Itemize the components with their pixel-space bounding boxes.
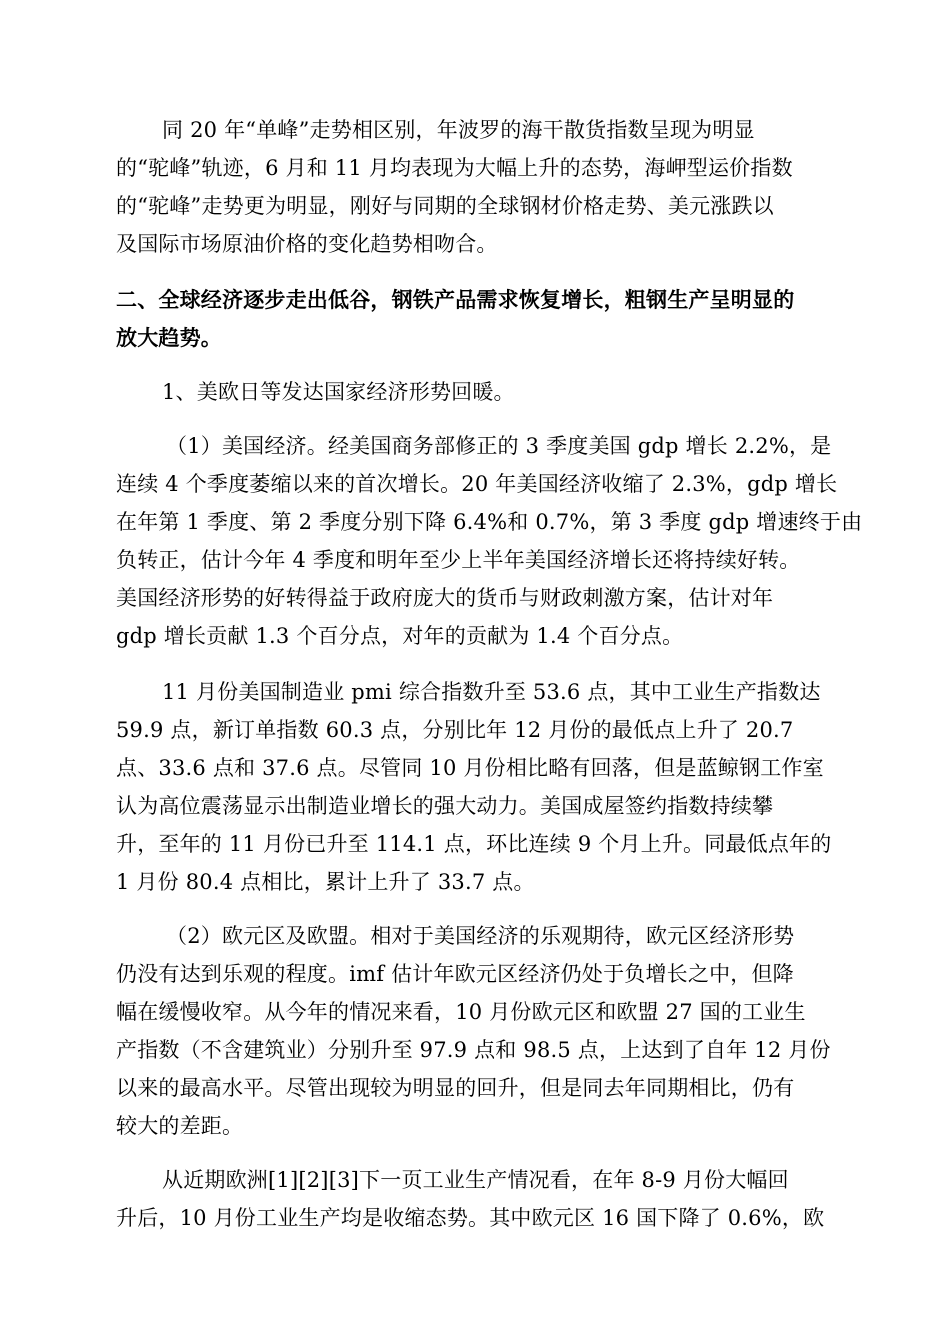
paragraph-5-line-1: 从近期欧洲[1][2][3]下一页工业生产情况看，在年 8-9 月份大幅回	[162, 1168, 789, 1192]
paragraph-1-line-1: 同 20 年“单峰”走势相区别，年波罗的海干散货指数呈现为明显	[162, 118, 755, 142]
paragraph-3-line-5: 升，至年的 11 月份已升至 114.1 点，环比连续 9 个月上升。同最低点年的	[116, 832, 832, 856]
paragraph-1-line-4: 及国际市场原油价格的变化趋势相吻合。	[116, 232, 498, 256]
subheading-1: 1、美欧日等发达国家经济形势回暖。	[162, 380, 515, 404]
paragraph-2-line-1: （1）美国经济。经美国商务部修正的 3 季度美国 gdp 增长 2.2%，是	[166, 434, 832, 458]
paragraph-3-line-3: 点、33.6 点和 37.6 点。尽管同 10 月份相比略有回落，但是蓝鲸钢工作室	[116, 756, 824, 780]
section-heading-line-1: 二、全球经济逐步走出低谷，钢铁产品需求恢复增长，粗钢生产呈明显的	[116, 288, 795, 312]
paragraph-2-line-5: 美国经济形势的好转得益于政府庞大的货币与财政刺激方案，估计对年	[116, 586, 774, 610]
paragraph-5-line-2: 升后，10 月份工业生产均是收缩态势。其中欧元区 16 国下降了 0.6%，欧	[116, 1206, 825, 1230]
paragraph-4-line-6: 较大的差距。	[116, 1114, 244, 1138]
paragraph-2-line-4: 负转正，估计今年 4 季度和明年至少上半年美国经济增长还将持续好转。	[116, 548, 801, 572]
paragraph-1-line-3: 的“驼峰”走势更为明显，刚好与同期的全球钢材价格走势、美元涨跌以	[116, 194, 774, 218]
paragraph-3-line-4: 认为高位震荡显示出制造业增长的强大动力。美国成屋签约指数持续攀	[116, 794, 774, 818]
paragraph-4-line-3: 幅在缓慢收窄。从今年的情况来看，10 月份欧元区和欧盟 27 国的工业生	[116, 1000, 806, 1024]
paragraph-4-line-4: 产指数（不含建筑业）分别升至 97.9 点和 98.5 点，上达到了自年 12 月份	[116, 1038, 831, 1062]
paragraph-3-line-6: 1 月份 80.4 点相比，累计上升了 33.7 点。	[116, 870, 535, 894]
paragraph-2-line-3: 在年第 1 季度、第 2 季度分别下降 6.4%和 0.7%，第 3 季度 gdp 增速终于由	[116, 510, 863, 534]
paragraph-1-line-2: 的“驼峰”轨迹，6 月和 11 月均表现为大幅上升的态势，海岬型运价指数	[116, 156, 793, 180]
paragraph-4-line-1: （2）欧元区及欧盟。相对于美国经济的乐观期待，欧元区经济形势	[166, 924, 795, 948]
paragraph-4-line-2: 仍没有达到乐观的程度。imf 估计年欧元区经济仍处于负增长之中，但降	[116, 962, 794, 986]
section-heading-line-2: 放大趋势。	[116, 326, 222, 350]
paragraph-2-line-6: gdp 增长贡献 1.3 个百分点，对年的贡献为 1.4 个百分点。	[116, 624, 684, 648]
paragraph-2-line-2: 连续 4 个季度萎缩以来的首次增长。20 年美国经济收缩了 2.3%，gdp 增长	[116, 472, 838, 496]
paragraph-3-line-2: 59.9 点，新订单指数 60.3 点，分别比年 12 月份的最低点上升了 20.7	[116, 718, 794, 742]
paragraph-3-line-1: 11 月份美国制造业 pmi 综合指数升至 53.6 点，其中工业生产指数达	[162, 680, 821, 704]
paragraph-4-line-5: 以来的最高水平。尽管出现较为明显的回升，但是同去年同期相比，仍有	[116, 1076, 795, 1100]
